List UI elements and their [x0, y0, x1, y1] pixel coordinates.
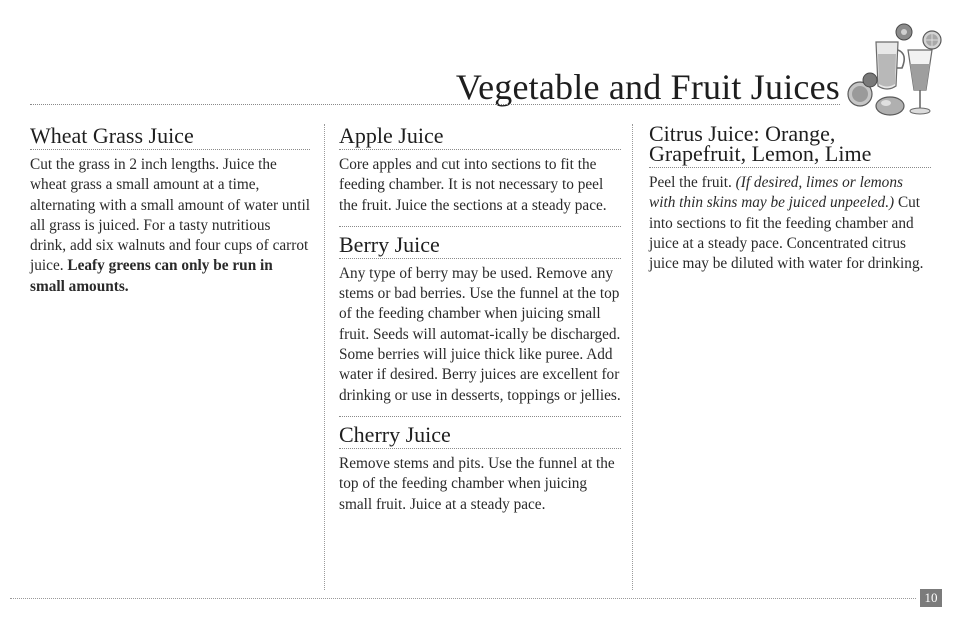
berry-heading: Berry Juice [339, 233, 621, 259]
title-divider [30, 104, 840, 105]
page-title: Vegetable and Fruit Juices [455, 67, 840, 107]
cherry-heading: Cherry Juice [339, 423, 621, 449]
page-number-badge: 10 [920, 589, 942, 607]
section-divider [339, 226, 621, 227]
apple-text: Core apples and cut into sections to fit the feeding chamber. It is not necessary to peel the fruit. Juice the sections at a steady pace. [339, 156, 607, 214]
citrus-note: (If desired, limes or lemons with thin skins may be juiced unpeeled.) [649, 174, 903, 212]
citrus-heading-line2: Grapefruit, Lemon, Lime [649, 141, 872, 166]
column-divider-2 [632, 124, 633, 590]
citrus-instruction-2: Cut into sections to fit the feeding chamber and juice at a steady pace. Concentrated citrus juice may be diluted with water for drinking. [649, 194, 924, 273]
wheat-grass-text [30, 155, 310, 297]
citrus-heading-line1: Citrus Juice: Orange, [649, 121, 836, 146]
footer-divider [10, 598, 916, 599]
apple-heading: Apple Juice [339, 124, 621, 150]
column-divider-1 [324, 124, 325, 590]
wheat-grass-heading: Wheat Grass Juice [30, 124, 310, 150]
cherry-text: Remove stems and pits. Use the funnel at the top of the feeding chamber when juicing small fruit. Juice at a steady pace. [339, 454, 615, 513]
column-wheat-grass [30, 124, 310, 297]
citrus-text [649, 173, 931, 274]
citrus-instruction-1: Peel the fruit. [649, 174, 736, 191]
juice-glasses-illustration [846, 20, 942, 120]
wheat-grass-instructions: Cut the grass in 2 inch lengths. Juice the wheat grass a small amount at a time, alternating with a small amount of water until all grass is juiced. For a tasty nutritious drink, add six walnuts and four cups of carrot juice. [30, 156, 310, 275]
citrus-heading [649, 121, 931, 168]
section-divider [339, 416, 621, 417]
wheat-grass-warning: Leafy greens can only be run in small amounts. [30, 257, 273, 295]
berry-text: Any type of berry may be used. Remove any stems or bad berries. Use the funnel at the top of the feeding chamber when juicing small fruit. Seeds will automat-ically be discharged. Some berries will juice thick like puree. Add water if desired. Berry juices are excellent for drinking or use in desserts, toppings or jellies. [339, 264, 621, 404]
column-apple-berry-cherry [339, 124, 621, 515]
column-citrus [649, 121, 931, 274]
